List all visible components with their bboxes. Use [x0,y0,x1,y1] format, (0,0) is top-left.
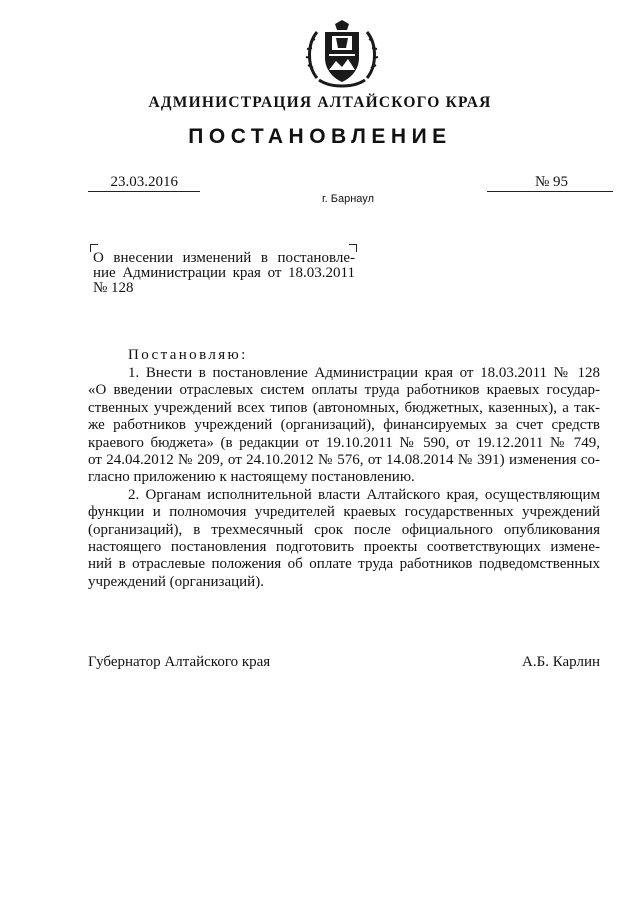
body-line: краевого бюджета» (в редакции от 19.10.2011 № 590, от 19.12.2011 № 749, [88,434,600,451]
body-line: 2. Органам исполнительной власти Алтайского края, осуществляющим [128,486,600,503]
document-body [88,365,600,591]
decree-word: Постановляю: [128,347,248,363]
subject-line: О внесении изменений в постановле- [93,250,355,266]
document-date: 23.03.2016 [88,174,200,192]
subject-line: № 128 [93,280,134,296]
coat-of-arms-icon [305,18,379,90]
body-line: 1. Внести в постановление Администрации края от 18.03.2011 № 128 [128,365,600,381]
body-line: функции и полномочия учредителей краевых государственных учреждений [88,504,600,521]
body-line: учреждений (организаций). [88,573,264,590]
body-line: гласно приложению к настоящему постановлению. [88,469,415,486]
signatory-title: Губернатор Алтайского края [88,654,271,670]
body-line: ний в отраслевые положения об оплате труда работников подведомственных [88,556,600,573]
body-line: от 24.04.2012 № 209, от 24.10.2012 № 576, от 14.08.2014 № 391) изменения со- [88,452,600,469]
signatory-name: А.Б. Карлин [522,654,601,670]
body-line: (организаций), в трехмесячный срок после официального опубликования [88,521,600,538]
body-line: «О введении отраслевых систем оплаты труда работников краевых государ- [88,382,600,399]
document-type-title: ПОСТАНОВЛЕНИЕ [188,125,452,148]
body-line: ственных учреждений всех типов (автономных, бюджетных, казенных), а так- [88,399,600,416]
body-line: же работников учреждений (организаций), финансируемых за счет средств [88,417,600,434]
document-subject [93,251,355,296]
body-line: настоящего постановления подготовить проекты соответствующих измене- [88,539,600,556]
organization-name: АДМИНИСТРАЦИЯ АЛТАЙСКОГО КРАЯ [148,94,492,111]
document-number: № 95 [487,174,613,192]
city-label: г. Барнаул [322,193,374,205]
subject-line: ние Администрации края от 18.03.2011 [93,265,355,281]
